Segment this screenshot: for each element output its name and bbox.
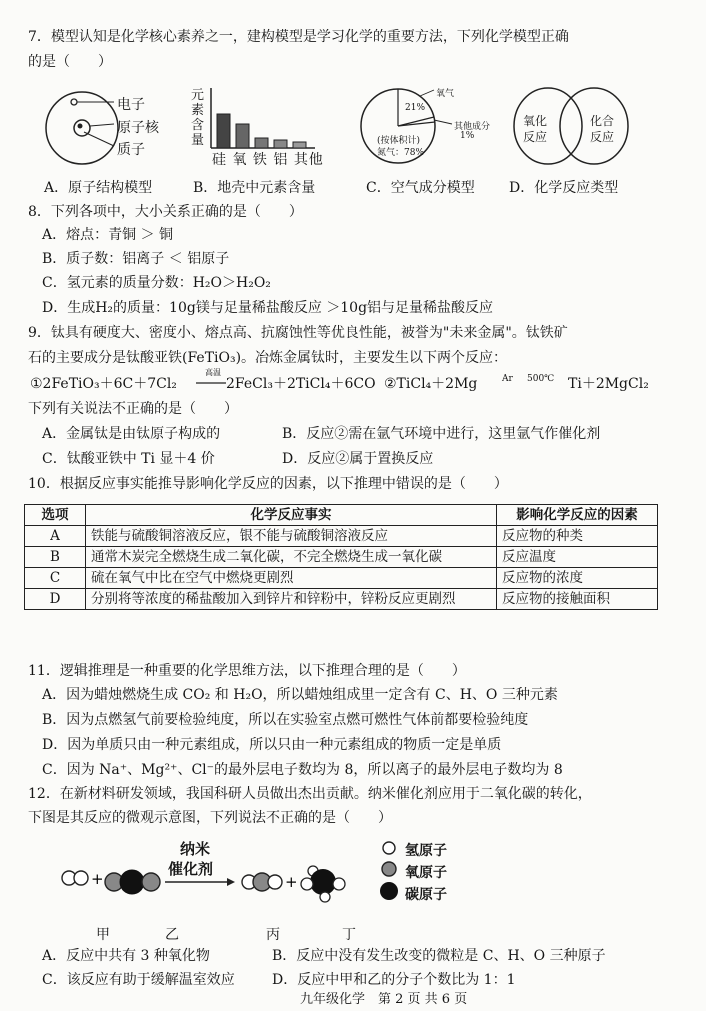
q9-reaction1-right: 2FeCl₃＋2TiCl₄＋6CO xyxy=(226,376,376,392)
reaction-micro-diagram xyxy=(55,858,375,914)
q11-stem: 11．逻辑推理是一种重要的化学思维方法，以下推理合理的是（ ） xyxy=(28,663,466,679)
bar-ylabel: 元素含量 xyxy=(191,88,205,148)
pie-label-1: 1% xyxy=(460,131,475,141)
table-cell-fact: 通常木炭完全燃烧生成二氧化碳，不完全燃烧生成一氧化碳 xyxy=(86,547,497,568)
pie-label-21: 21% xyxy=(405,103,426,113)
bar-categories xyxy=(212,149,324,169)
q12-stem-line2: 下图是其反应的微观示意图，下列说法不正确的是（ ） xyxy=(28,810,392,826)
legend-carbon: 碳原子 xyxy=(405,887,447,903)
bar-cat-1: 氧 xyxy=(232,152,248,168)
bar-1 xyxy=(236,124,249,148)
q9-reaction1-left: ①2FeTiO₃＋6C＋7Cl₂ xyxy=(30,376,177,392)
crust-bar-chart xyxy=(205,86,325,152)
q7-stem-line2: 的是（ ） xyxy=(28,54,112,70)
reaction-factors-table xyxy=(24,504,658,610)
q9-condition-500c: 500℃ xyxy=(527,374,555,384)
table-row xyxy=(25,589,658,610)
table-header-fact: 化学反应事实 xyxy=(86,505,497,526)
q9-condition-high-temp: 高温 xyxy=(205,368,221,377)
bar-0 xyxy=(217,114,230,148)
page-footer: 九年级化学 第 2 页 共 6 页 xyxy=(300,992,468,1007)
q11-option-b: B．因为点燃氢气前要检验纯度，所以在实验室点燃可燃性气体前都要检验纯度 xyxy=(42,712,529,728)
table-header-row xyxy=(25,505,658,526)
q9-stem-line1: 9．钛具有硬度大、密度小、熔点高、抗腐蚀性等优良性能，被誉为"未来金属"。钛铁矿 xyxy=(28,325,568,341)
bar-2 xyxy=(255,138,268,148)
q8-option-d: D．生成H₂的质量：10g镁与足量稀盐酸反应 ＞10g铝与足量稀盐酸反应 xyxy=(42,300,494,316)
q8-option-b: B．质子数：铝离子 ＜ 铝原子 xyxy=(42,251,230,267)
table-row xyxy=(25,526,658,547)
h-atom xyxy=(268,875,282,889)
pie-label-n2: 氮气：78% xyxy=(377,148,425,158)
table-row xyxy=(25,568,658,589)
q12-option-c: C．该反应有助于缓解温室效应 xyxy=(42,972,235,988)
table-header-option: 选项 xyxy=(25,505,86,526)
venn-right-1: 化合 xyxy=(590,114,615,128)
bar-cat-0: 硅 xyxy=(212,152,227,168)
legend-oxygen: 氧原子 xyxy=(405,865,447,881)
q7-option-a: A．原子结构模型 xyxy=(44,180,153,196)
atom-model-figure xyxy=(40,84,180,174)
atom-legend-symbols xyxy=(380,838,400,902)
svg-text:+: + xyxy=(91,870,104,888)
table-cell-option: C xyxy=(25,568,86,589)
q12-option-b: B．反应中没有发生改变的微粒是 C、H、O 三种原子 xyxy=(272,948,606,964)
q10-stem: 10．根据反应事实能推导影响化学反应的因素，以下推理中错误的是（ ） xyxy=(28,476,508,492)
catalyst-label-nano: 纳米 xyxy=(180,840,211,858)
h-atom xyxy=(74,871,88,885)
legend-hydrogen: 氢原子 xyxy=(405,843,447,859)
q11-option-d: D．因为单质只由一种元素组成，所以只由一种元素组成的物质一定是单质 xyxy=(42,737,502,753)
q9-reaction2-right: Ti＋2MgCl₂ xyxy=(568,376,649,392)
q11-option-c: C．因为 Na⁺、Mg²⁺、Cl⁻的最外层电子数均为 8，所以离子的最外层电子数均为 8 xyxy=(42,762,563,778)
q9-stem-line3: 下列有关说法不正确的是（ ） xyxy=(28,401,238,417)
q9-option-b: B．反应②需在氩气环境中进行，这里氩气作催化剂 xyxy=(282,426,601,442)
q8-stem: 8．下列各项中，大小关系正确的是（ ） xyxy=(28,204,303,220)
pie-label-n2-basis: (按体积计) xyxy=(377,136,421,146)
caption-ding: 丁 xyxy=(342,927,356,943)
q9-reaction2-left: ②TiCl₄＋2Mg xyxy=(384,376,478,392)
q7-stem-line1: 7．模型认知是化学核心素养之一，建构模型是学习化学的重要方法，下列化学模型正确 xyxy=(28,29,569,45)
table-cell-factor: 反应物的种类 xyxy=(497,526,658,547)
bar-3 xyxy=(274,140,287,148)
q7-option-b: B．地壳中元素含量 xyxy=(193,180,316,196)
table-cell-fact: 铁能与硫酸铜溶液反应，银不能与硫酸铜溶液反应 xyxy=(86,526,497,547)
c-atom xyxy=(310,869,336,895)
q9-condition-ar: Ar xyxy=(502,374,513,384)
svg-text:+: + xyxy=(285,873,298,891)
table-header-factor: 影响化学反应的因素 xyxy=(497,505,658,526)
h-atom xyxy=(320,892,330,902)
bar-cat-2: 铁 xyxy=(252,152,268,168)
q9-option-c: C．钛酸亚铁中 Ti 显＋4 价 xyxy=(42,451,215,467)
q12-option-d: D．反应中甲和乙的分子个数比为 1：1 xyxy=(272,972,516,988)
caption-yi: 乙 xyxy=(165,927,179,943)
table-cell-option: D xyxy=(25,589,86,610)
table-cell-option: A xyxy=(25,526,86,547)
table-cell-factor: 反应物的接触面积 xyxy=(497,589,658,610)
q12-stem-line1: 12．在新材料研发领域，我国科研人员做出杰出贡献。纳米催化剂应用于二氧化碳的转化， xyxy=(28,786,592,802)
bar-cat-4: 其他 xyxy=(293,152,324,168)
table-row xyxy=(25,547,658,568)
table-cell-factor: 反应物的浓度 xyxy=(497,568,658,589)
q7-option-c: C．空气成分模型 xyxy=(366,180,475,196)
q11-option-a: A．因为蜡烛燃烧生成 CO₂ 和 H₂O，所以蜡烛组成里一定含有 C、H、O 三种元素 xyxy=(42,687,558,703)
h-atom xyxy=(301,878,313,890)
bar-4 xyxy=(293,142,306,148)
atom-label-nucleus: 原子核 xyxy=(117,120,159,136)
table-cell-option: B xyxy=(25,547,86,568)
bar-cat-3: 铝 xyxy=(273,152,289,168)
table-cell-fact: 硫在氧气中比在空气中燃烧更剧烈 xyxy=(86,568,497,589)
venn-right-2: 反应 xyxy=(590,130,615,144)
pie-label-other: 其他成分 xyxy=(454,122,491,132)
reaction1-arrow xyxy=(196,380,226,386)
q9-option-a: A．金属钛是由钛原子构成的 xyxy=(42,426,221,442)
q12-option-a: A．反应中共有 3 种氧化物 xyxy=(42,948,210,964)
caption-jia: 甲 xyxy=(96,927,110,943)
pie-label-oxygen: 氧气 xyxy=(436,89,455,99)
atom-label-proton: 质子 xyxy=(117,142,145,158)
table-cell-factor: 反应温度 xyxy=(497,547,658,568)
q8-option-c: C．氢元素的质量分数：H₂O＞H₂O₂ xyxy=(42,275,271,291)
o-atom xyxy=(142,873,160,891)
catalyst-label-catalyst: 催化剂 xyxy=(168,860,214,878)
venn-left-2: 反应 xyxy=(523,130,548,144)
c-atom xyxy=(120,870,144,894)
venn-left-1: 氧化 xyxy=(523,114,548,128)
q9-stem-line2: 石的主要成分是钛酸亚铁(FeTiO₃)。冶炼金属钛时，主要发生以下两个反应： xyxy=(28,350,508,366)
q7-option-d: D．化学反应类型 xyxy=(509,180,619,196)
h-atom xyxy=(333,878,345,890)
atom-label-electron: 电子 xyxy=(117,97,145,113)
caption-bing: 丙 xyxy=(266,927,280,943)
q8-option-a: A．熔点：青铜 ＞ 铜 xyxy=(42,227,174,243)
q9-option-d: D．反应②属于置换反应 xyxy=(282,451,434,467)
table-cell-fact: 分别将等浓度的稀盐酸加入到锌片和锌粉中，锌粉反应更剧烈 xyxy=(86,589,497,610)
